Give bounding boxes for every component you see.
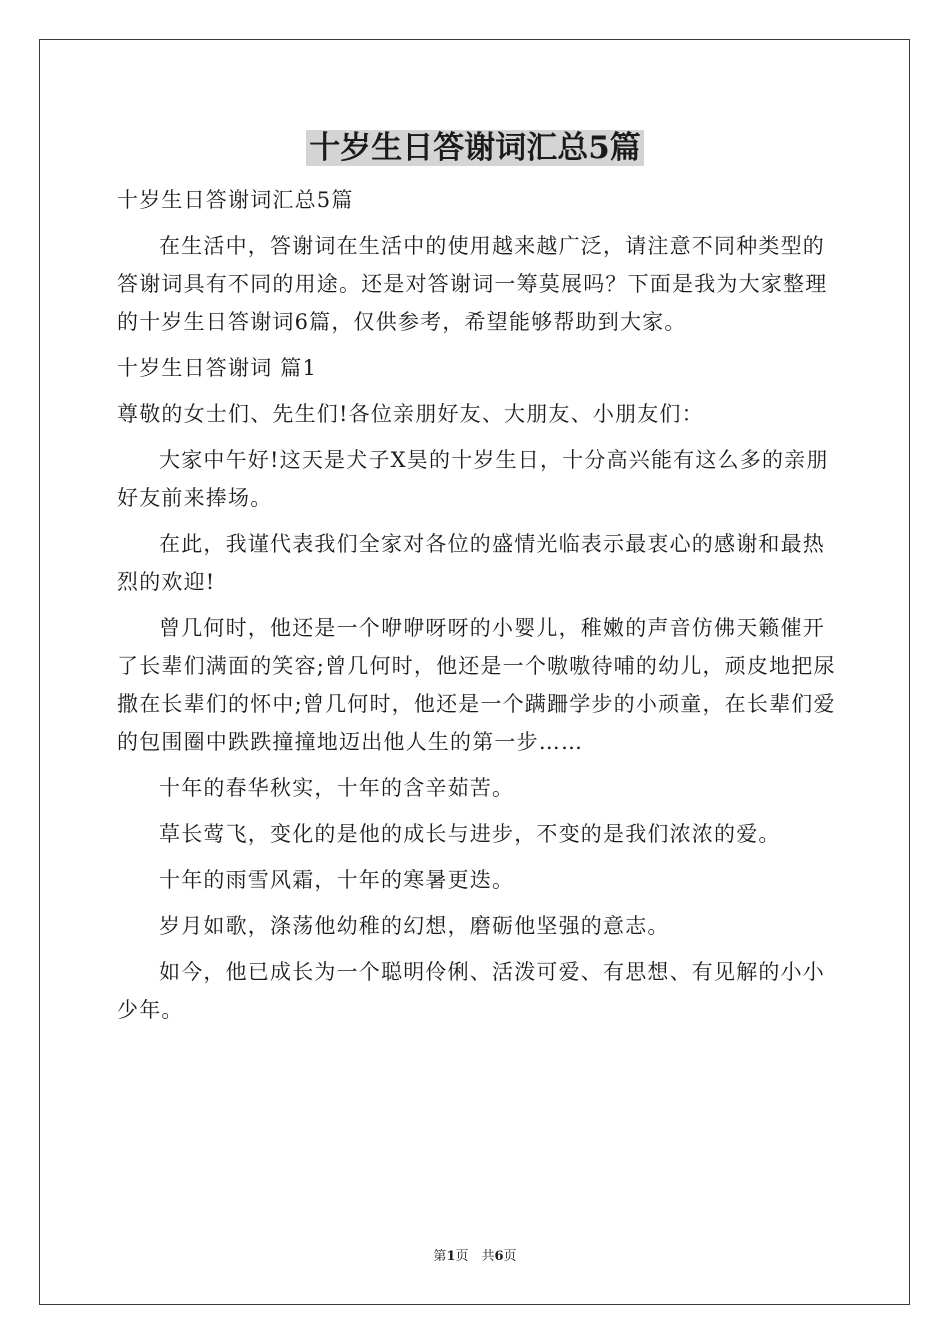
- paragraph: 十岁生日答谢词汇总5篇: [117, 188, 354, 212]
- footer-mid: 页 共: [455, 1249, 495, 1264]
- paragraph: 岁月如歌，涤荡他幼稚的幻想，磨砺他坚强的意志。: [159, 914, 670, 938]
- paragraph: 尊敬的女士们、先生们!各位亲朋好友、大朋友、小朋友们：: [117, 402, 704, 426]
- document-title: [0, 126, 950, 170]
- paragraph: 在此，我谨代表我们全家对各位的盛情光临表示最衷心的感谢和最热烈的欢迎!: [117, 532, 825, 594]
- footer-page-number: 1: [446, 1249, 456, 1264]
- paragraph: 曾几何时，他还是一个咿咿呀呀的小婴儿，稚嫩的声音仿佛天籁催开了长辈们满面的笑容;曾几何时，他还是一个嗷嗷待哺的幼儿，顽皮地把尿撒在长辈们的怀中;曾几何时，他还是一个蹒跚学步的小顽童，在长辈们爱的包围圈中跌跌撞撞地迈出他人生的第一步……: [117, 616, 836, 754]
- footer-suffix: 页: [503, 1249, 517, 1264]
- page-footer: [0, 1248, 950, 1266]
- paragraph: 十年的雨雪风霜，十年的寒暑更迭。: [159, 868, 515, 892]
- paragraph: 十年的春华秋实，十年的含辛茹苦。: [159, 776, 515, 800]
- footer-prefix: 第: [433, 1249, 447, 1264]
- document-title-text: 十岁生日答谢词汇总5篇: [306, 130, 644, 166]
- paragraph: 大家中午好!这天是犬子X昊的十岁生日，十分高兴能有这么多的亲朋好友前来捧场。: [117, 448, 829, 510]
- footer-total-pages: 6: [494, 1249, 504, 1264]
- document-body: [117, 181, 837, 1029]
- paragraph: 草长莺飞，变化的是他的成长与进步，不变的是我们浓浓的爱。: [159, 822, 781, 846]
- paragraph: 在生活中，答谢词在生活中的使用越来越广泛，请注意不同种类型的答谢词具有不同的用途。还是对答谢词一筹莫展吗？下面是我为大家整理的十岁生日答谢词6篇，仅供参考，希望能够帮助到大家。: [117, 234, 828, 334]
- section-heading: 十岁生日答谢词 篇1: [117, 356, 318, 380]
- paragraph: 如今，他已成长为一个聪明伶俐、活泼可爱、有思想、有见解的小小少年。: [117, 960, 825, 1022]
